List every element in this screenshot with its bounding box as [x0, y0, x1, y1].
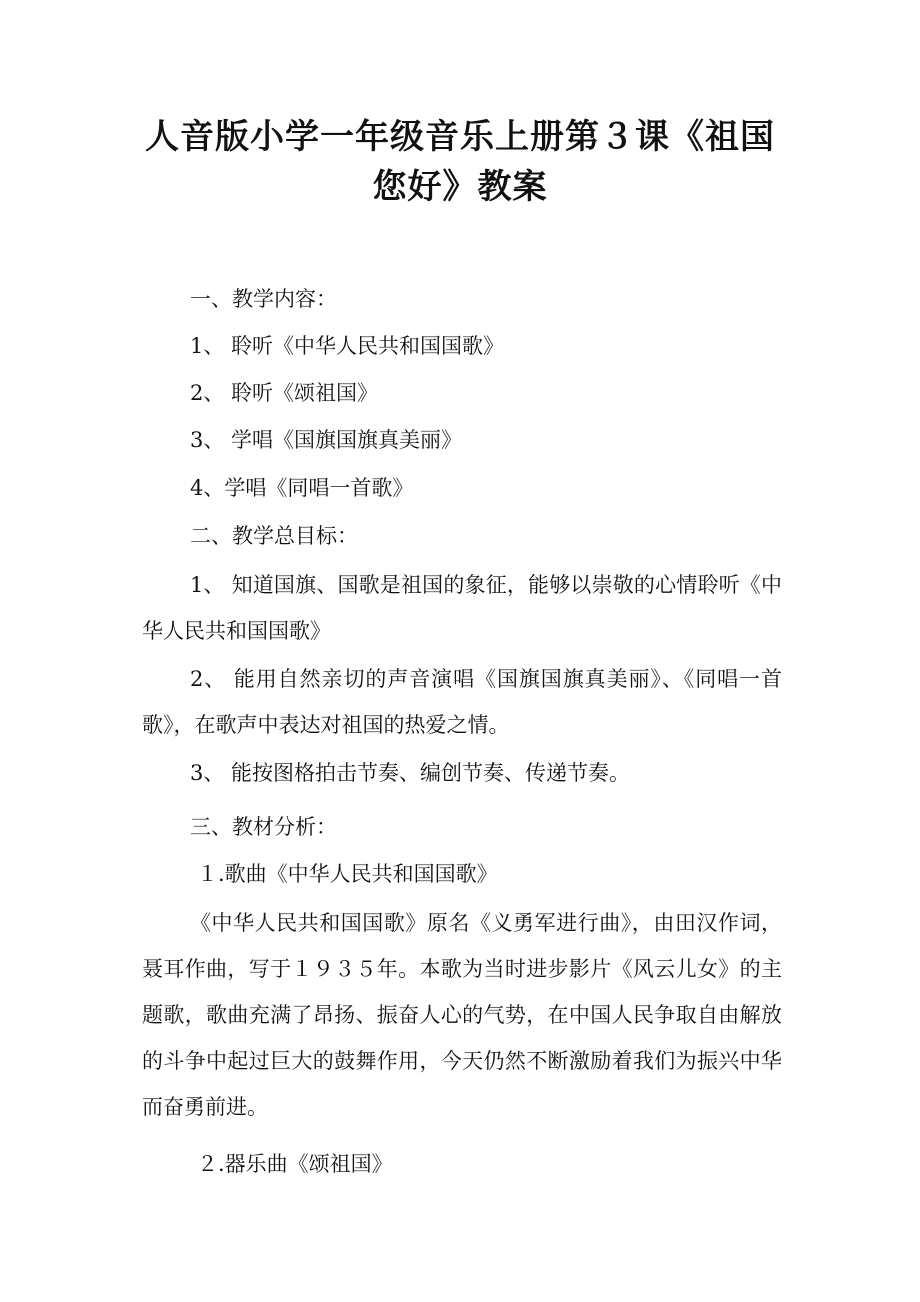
content-item-3: 3、 学唱《国旗国旗真美丽》 — [190, 428, 463, 452]
subheading-national-anthem: １.歌曲《中华人民共和国国歌》 — [197, 862, 498, 886]
section-heading-material-analysis: 三、教材分析： — [190, 815, 337, 839]
subheading-ode-to-motherland: ２.器乐曲《颂祖国》 — [197, 1152, 393, 1176]
content-item-4: 4、学唱《同唱一首歌》 — [190, 476, 414, 500]
content-item-2: 2、 聆听《颂祖国》 — [190, 381, 379, 405]
section-heading-goals: 二、教学总目标： — [190, 524, 358, 548]
goal-paragraph-3: 3、 能按图格拍击节奏、编创节奏、传递节奏。 — [190, 761, 631, 785]
document-title: 人音版小学一年级音乐上册第３课《祖国 您好》教案 — [145, 117, 775, 207]
content-item-1: 1、 聆听《中华人民共和国国歌》 — [190, 334, 505, 358]
anthem-description-paragraph: 《中华人民共和国国歌》原名《义勇军进行曲》，由田汉作词，聂耳作曲，写于１９３５年。本歌为当时进步影片《风云儿女》的主题歌，歌曲充满了昂扬、振奋人心的气势，在中国人民争取自由解放的斗争中起过巨大的鼓舞作用，今天仍然不断激励着我们为振兴中华而奋勇前进。 — [142, 911, 782, 1119]
goal-paragraph-1: 1、 知道国旗、国歌是祖国的象征，能够以崇敬的心情聆听《中华人民共和国国歌》 — [142, 573, 782, 643]
section-heading-teaching-content: 一、教学内容： — [190, 287, 337, 311]
goal-paragraph-2: 2、 能用自然亲切的声音演唱《国旗国旗真美丽》、《同唱一首歌》，在歌声中表达对祖国的热爱之情。 — [142, 667, 782, 737]
